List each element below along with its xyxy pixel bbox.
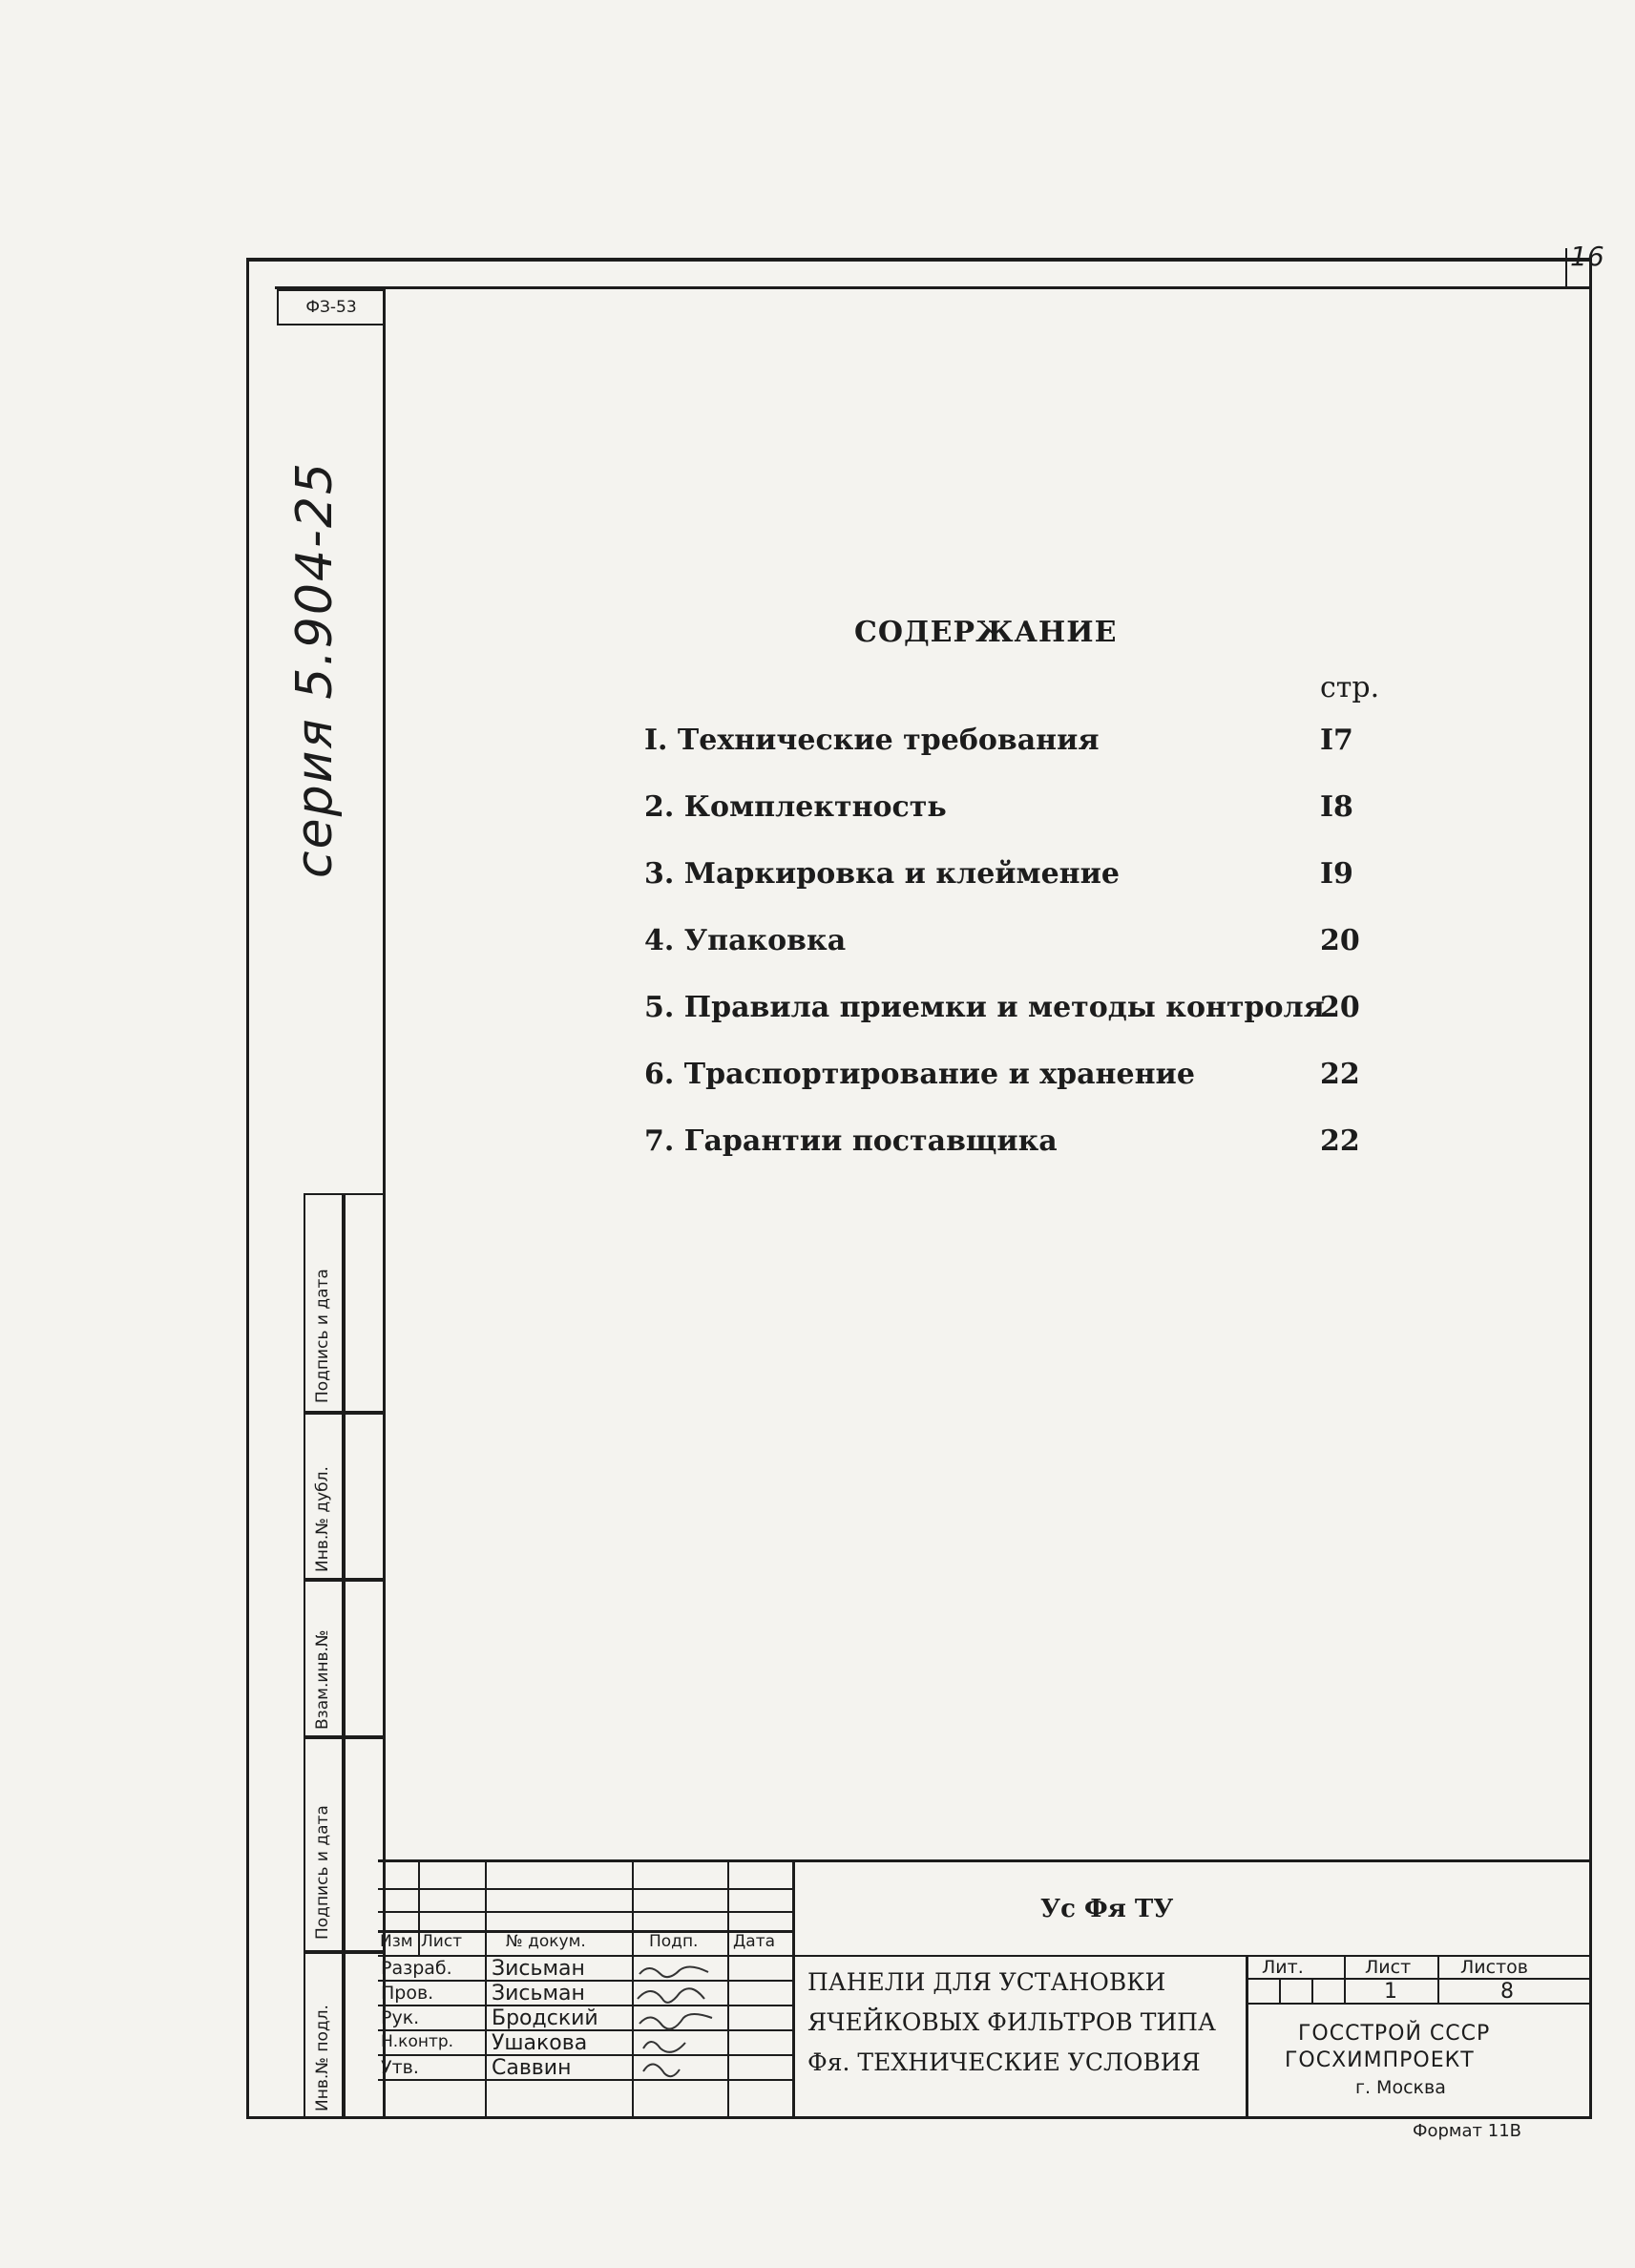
page-column-label: стр. — [1320, 671, 1380, 704]
side-label-dup-inv: Инв.№ дубл. — [313, 1466, 332, 1572]
doc-title-line: ПАНЕЛИ ДЛЯ УСТАНОВКИ — [807, 1968, 1166, 1996]
role-name: Зисьман — [492, 1957, 585, 1981]
role-label: Разраб. — [381, 1958, 452, 1979]
sheet-value: 1 — [1384, 1980, 1397, 2004]
toc-page: I9 — [1320, 857, 1353, 891]
header-date: Дата — [733, 1932, 776, 1951]
side-cell-3b — [344, 1580, 386, 1737]
toc-page: 20 — [1320, 991, 1360, 1024]
toc-page: 20 — [1320, 924, 1360, 957]
series-handwritten: серия 5.904-25 — [286, 461, 344, 878]
tb-col — [485, 1859, 487, 2119]
sheet-corner-number: 16 — [1570, 241, 1604, 272]
header-izm: Изм — [380, 1932, 413, 1951]
tb-col — [727, 1859, 729, 2119]
org-line: ГОСХИМПРОЕКТ — [1285, 2048, 1475, 2072]
sheet-label: Лист — [1365, 1957, 1412, 1978]
tb-col — [1437, 1955, 1439, 2005]
side-label-orig-inv: Инв.№ подл. — [313, 2005, 332, 2111]
side-label-replace-inv: Взам.инв.№ — [313, 1629, 332, 1730]
toc-item: 5. Правила приемки и методы контроля — [644, 991, 1325, 1024]
tb-rule — [378, 1888, 794, 1890]
doc-title-line: ЯЧЕЙКОВЫХ ФИЛЬТРОВ ТИПА — [807, 2008, 1216, 2036]
toc-page: I7 — [1320, 724, 1353, 757]
tb-col — [1311, 1978, 1313, 2003]
corner-box — [1565, 248, 1594, 286]
tb-top-rule — [378, 1859, 1592, 1862]
role-name: Ушакова — [492, 2031, 588, 2055]
tb-col — [418, 1859, 420, 1955]
role-name: Саввин — [492, 2056, 572, 2080]
tb-col — [1344, 1955, 1346, 2005]
toc-item: 2. Комплектность — [644, 790, 947, 824]
side-cell-5 — [304, 1952, 344, 2119]
header-list: Лист — [421, 1932, 463, 1951]
org-line: г. Москва — [1355, 2077, 1446, 2098]
role-label: Утв. — [381, 2057, 419, 2078]
tb-rule — [378, 1980, 794, 1982]
doc-title-line: Фя. ТЕХНИЧЕСКИЕ УСЛОВИЯ — [807, 2048, 1201, 2076]
toc-item: 4. Упаковка — [644, 924, 847, 957]
role-label: Пров. — [381, 1983, 434, 2004]
frame-top-rule — [275, 286, 1592, 289]
side-cell-2 — [304, 1413, 344, 1580]
tb-rule — [378, 2079, 794, 2081]
toc-item: 6. Траспортирование и хранение — [644, 1058, 1195, 1091]
tb-rule — [1246, 2003, 1592, 2005]
format-label: Формат 11В — [1413, 2121, 1522, 2141]
lit-label: Лит. — [1262, 1957, 1304, 1978]
side-cell-1b — [344, 1193, 386, 1413]
side-label-sign-date-1: Подпись и дата — [313, 1269, 332, 1403]
tb-rule — [378, 1911, 794, 1913]
drawing-frame — [246, 258, 1592, 2119]
toc-item: I. Технические требования — [644, 724, 1100, 757]
org-line: ГОССТРОЙ СССР — [1298, 2022, 1491, 2046]
toc-page: 22 — [1320, 1058, 1360, 1091]
header-sign: Подп. — [649, 1932, 699, 1951]
sheets-value: 8 — [1500, 1980, 1514, 2004]
toc-item: 7. Гарантии поставщика — [644, 1124, 1058, 1158]
contents-title: СОДЕРЖАНИЕ — [854, 616, 1118, 649]
tb-col — [792, 1859, 795, 2119]
sheets-label: Листов — [1460, 1957, 1528, 1978]
signatures-graphic — [634, 1957, 725, 2119]
tb-rule — [1246, 1978, 1592, 1980]
stamp-code: ФЗ-53 — [277, 289, 386, 326]
role-label: Н.контр. — [381, 2032, 454, 2051]
doc-code: Ус Фя ТУ — [1040, 1895, 1174, 1923]
side-cell-5b — [344, 1952, 386, 2119]
tb-col — [1279, 1978, 1281, 2003]
role-name: Бродский — [492, 2006, 598, 2030]
role-name: Зисьман — [492, 1982, 585, 2006]
side-cell-4 — [304, 1737, 344, 1952]
toc-item: 3. Маркировка и клеймение — [644, 857, 1120, 891]
toc-page: I8 — [1320, 790, 1353, 824]
side-cell-2b — [344, 1413, 386, 1580]
side-cell-3 — [304, 1580, 344, 1737]
header-doc-no: № докум. — [506, 1932, 586, 1951]
side-cell-4b — [344, 1737, 386, 1952]
role-label: Рук. — [381, 2007, 420, 2028]
side-cell-1 — [304, 1193, 344, 1413]
side-label-sign-date-2: Подпись и дата — [313, 1805, 332, 1940]
toc-page: 22 — [1320, 1124, 1360, 1158]
